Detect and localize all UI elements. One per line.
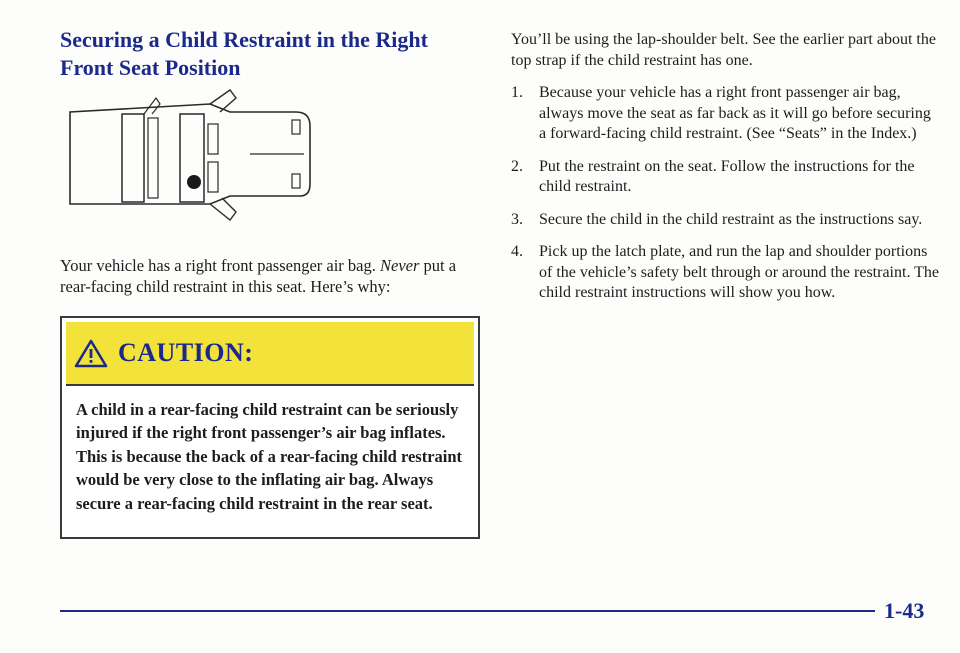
right-intro-paragraph: You’ll be using the lap-shoulder belt. See the earlier part about the top strap if the child restraint has one. [511,31,936,69]
list-item [511,157,941,198]
step-number: 2. [511,157,523,175]
right-column [511,30,941,316]
footer-divider [60,610,875,612]
page-number: 1-43 [884,598,925,623]
caution-box [60,316,480,539]
caution-title: CAUTION: [118,338,254,367]
list-item [511,210,941,231]
step-number: 1. [511,84,523,101]
step-number: 4. [511,243,523,260]
section-heading: Securing a Child Restraint in the Right Front Seat Position [60,27,428,80]
caution-body: A child in a rear-facing child restraint can be seriously injured if the right front passenger’s air bag inflates. This is because the back of a rear-facing child restraint would be very close to the inflating air bag. Always secure a rear-facing child restraint in the rear seat. [76,400,463,513]
intro-emphasis: Never [380,256,420,275]
step-number: 3. [511,210,523,228]
warning-triangle-icon [74,338,108,368]
caution-header [66,322,474,386]
step-text: Secure the child in the child restraint as the instructions say. [539,210,923,228]
intro-text-before: Your vehicle has a right front passenger air bag. [60,256,380,275]
list-item [511,83,941,145]
intro-text-after: put a rear-facing child restraint in this seat. Here’s why: [60,256,457,296]
vehicle-seat-diagram [60,84,320,234]
list-item [511,242,941,304]
step-text: Pick up the latch plate, and run the lap and shoulder portions of the vehicle’s safety belt through or around the restraint. The child restraint instructions will show you how. [539,243,940,301]
step-text: Because your vehicle has a right front passenger air bag, always move the seat as far back as it will go before securing a forward-facing child restraint. (See “Seats” in the Index.) [539,84,931,142]
intro-paragraph [60,255,480,297]
step-text: Put the restraint on the seat. Follow the instructions for the child restraint. [539,157,915,195]
